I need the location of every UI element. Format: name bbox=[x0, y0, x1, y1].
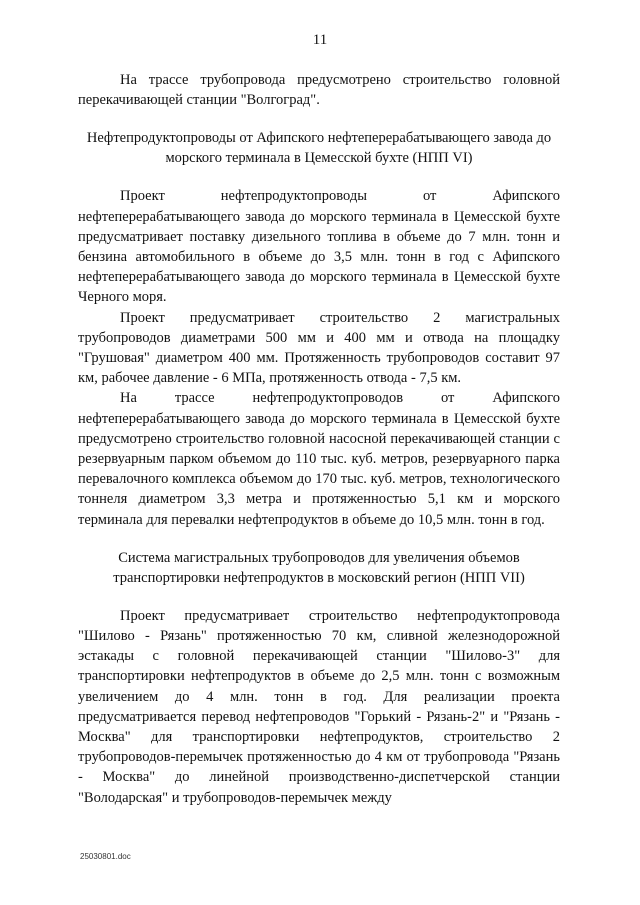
footer-doc-name: 25030801.doc bbox=[80, 852, 131, 861]
document-body bbox=[78, 70, 560, 808]
npp6-paragraph-2: Проект предусматривает строительство 2 магистральных трубопроводов диаметрами 500 мм и 400 мм и отвода на площадку "Грушовая" диаметром 400 мм. Протяженность трубопроводов составит 97 км, рабочее давление - 6 МПа, протяженность отвода - 7,5 км. bbox=[78, 309, 560, 387]
npp7-paragraph-1: Проект предусматривает строительство нефтепродуктопровода "Шилово - Рязань" протяженностью 70 км, сливной железнодорожной эстакады с головной перекачивающей станции "Шилово-3" для транспортировки нефтепродуктов в объеме до 2,5 млн. тонн с возможным увеличением до 4 млн. тонн в год. Для реализации проекта предусматривается перевод нефтепроводов "Горький - Рязань-2" и "Рязань - Москва" для транспортировки нефтепродуктов, строительство 2 трубопроводов-перемычек протяженностью до 4 км от трубопровода "Рязань - Москва" до линейной производственно-диспетчерской станции "Володарская" и трубопроводов-перемычек между bbox=[78, 607, 560, 806]
npp6-paragraph-3: На трассе нефтепродуктопроводов от Афипского нефтеперерабатывающего завода до морского терминала в Цемесской бухте предусмотрено строительство головной насосной перекачивающей станции с резервуарным парком объемом до 110 тыс. куб. метров, резервуарного парка перевалочного комплекса объемом до 170 тыс. куб. метров, технологического тоннеля диаметром 3,3 метра и протяженностью 5,1 км и морского терминала для перевалки нефтепродуктов в объеме до 10,5 млн. тонн в год. bbox=[78, 390, 560, 528]
page-number: 11 bbox=[312, 32, 328, 48]
section-heading-npp6: Нефтепродуктопроводы от Афипского нефтеперерабатывающего завода до морского терминала в Цемесской бухте (НПП VI) bbox=[86, 130, 552, 167]
intro-paragraph: На трассе трубопровода предусмотрено строительство головной перекачивающей станции "Волгоград". bbox=[78, 72, 560, 109]
section-heading-npp7: Система магистральных трубопроводов для увеличения объемов транспортировки нефтепродуктов в московский регион (НПП VII) bbox=[113, 549, 525, 586]
npp6-paragraph-1: Проект нефтепродуктопроводы от Афипского нефтеперерабатывающего завода до морского терминала в Цемесской бухте предусматривает поставку дизельного топлива в объеме до 7 млн. тонн и бензина автомобильного в объеме до 3,5 млн. тонн в год с Афипского нефтеперерабатывающего завода до морского терминала в Цемесской бухте Черного моря. bbox=[78, 188, 560, 306]
